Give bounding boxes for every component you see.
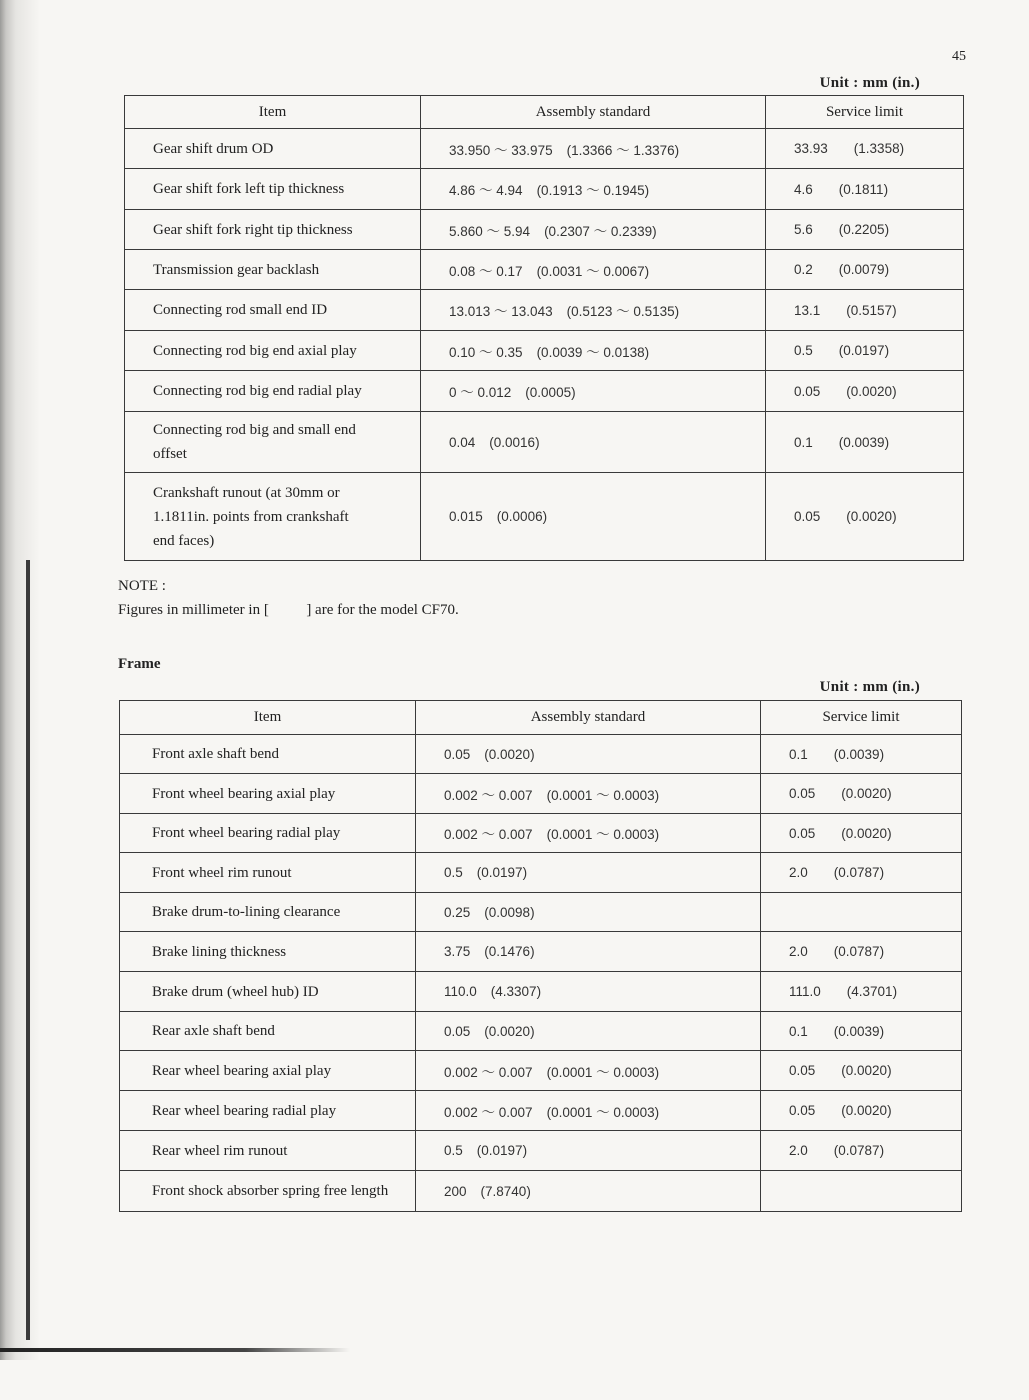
limit-in: (0.0020) — [846, 383, 897, 399]
item-cell — [125, 331, 421, 371]
assembly-standard-cell — [421, 210, 766, 250]
service-limit-cell — [761, 853, 962, 893]
standard-mm: 33.950 ～ 33.975 — [449, 142, 553, 158]
standard-mm: 3.75 — [444, 944, 471, 959]
limit-in: (0.0197) — [838, 343, 890, 358]
standard-mm: 0.002 ～ 0.007 — [444, 1104, 533, 1120]
header-item: Item — [120, 701, 416, 735]
limit-mm: 4.6 — [794, 181, 813, 197]
item-cell — [120, 1051, 416, 1091]
limit-mm: 0.2 — [794, 262, 813, 277]
table-row — [120, 774, 962, 814]
item-label: Rear wheel bearing axial play — [152, 1062, 332, 1079]
service-limit-cell — [761, 774, 962, 814]
assembly-standard-cell — [421, 290, 766, 331]
standard-mm: 200 — [444, 1183, 467, 1199]
limit-in: (0.2205) — [838, 222, 890, 237]
table-row — [120, 1051, 962, 1091]
item-label: Gear shift fork left tip thickness — [153, 181, 345, 197]
item-line: Connecting rod big and small end — [153, 422, 356, 438]
table-row — [125, 473, 964, 561]
header-item: Item — [125, 96, 421, 129]
standard-in: (4.3307) — [490, 984, 542, 999]
standard-mm: 0.002 ～ 0.007 — [444, 1064, 533, 1080]
standard-in: (7.8740) — [480, 1183, 531, 1199]
limit-in: (0.0079) — [838, 262, 890, 277]
table-row — [125, 290, 964, 331]
limit-in: (4.3701) — [846, 984, 898, 999]
assembly-standard-cell — [421, 331, 766, 371]
standard-in: (0.0016) — [489, 434, 540, 450]
item-cell — [125, 129, 421, 169]
header-assembly-standard: Assembly standard — [416, 701, 761, 735]
item-cell — [120, 1131, 416, 1171]
service-limit-cell — [766, 412, 964, 473]
item-cell — [125, 371, 421, 412]
assembly-standard-cell — [416, 1091, 761, 1131]
limit-in: (0.0039) — [833, 1023, 885, 1039]
table-row — [125, 250, 964, 290]
item-cell — [120, 893, 416, 932]
table-row — [120, 1012, 962, 1051]
item-cell — [125, 210, 421, 250]
standard-in: (0.1476) — [484, 944, 535, 959]
standard-in: (0.0039 ～ 0.0138) — [536, 344, 650, 360]
assembly-standard-cell — [416, 853, 761, 893]
service-limit-cell — [761, 1091, 962, 1131]
standard-in: (0.1913 ～ 0.1945) — [536, 183, 650, 198]
assembly-standard-cell — [416, 932, 761, 972]
item-cell — [120, 735, 416, 774]
assembly-standard-cell — [416, 774, 761, 814]
frame-unit-label: Unit : mm (in.) — [819, 679, 920, 695]
limit-mm: 2.0 — [789, 944, 808, 959]
standard-mm: 0.05 — [444, 1023, 471, 1039]
item-label: Rear wheel rim runout — [152, 1142, 288, 1159]
table-header-row — [120, 701, 962, 735]
assembly-standard-cell — [421, 169, 766, 210]
assembly-standard-cell — [421, 129, 766, 169]
standard-in: (0.0197) — [476, 1143, 528, 1158]
service-limit-cell — [761, 893, 962, 932]
standard-mm: 5.860 ～ 5.94 — [449, 223, 531, 239]
assembly-standard-cell — [421, 412, 766, 473]
page-number: 45 — [952, 49, 966, 64]
standard-mm: 0.5 — [444, 865, 463, 880]
engine-table-body — [125, 129, 964, 561]
limit-mm: 0.5 — [794, 343, 813, 358]
engine-spec-table — [124, 95, 964, 561]
service-limit-cell — [761, 1012, 962, 1051]
item-cell — [120, 853, 416, 893]
item-line: 1.1811in. points from crankshaft — [153, 508, 349, 525]
standard-mm: 0.002 ～ 0.007 — [444, 787, 533, 803]
service-limit-cell — [761, 735, 962, 774]
assembly-standard-cell — [421, 371, 766, 412]
service-limit-cell — [761, 1051, 962, 1091]
scan-binding-line — [26, 560, 30, 1340]
limit-mm: 0.05 — [789, 1103, 816, 1118]
assembly-standard-cell — [416, 814, 761, 853]
item-label: Brake lining thickness — [152, 943, 287, 960]
item-cell — [120, 932, 416, 972]
limit-in: (0.0039) — [833, 746, 885, 762]
item-cell — [120, 1171, 416, 1212]
standard-in: (0.0001 ～ 0.0003) — [546, 827, 660, 842]
standard-in: (0.0005) — [525, 385, 576, 400]
standard-in: (0.0098) — [484, 904, 535, 920]
standard-mm: 13.013 ～ 13.043 — [449, 304, 553, 319]
table-row — [125, 169, 964, 210]
table-row — [120, 1091, 962, 1131]
table-row — [125, 331, 964, 371]
table-row — [120, 932, 962, 972]
assembly-standard-cell — [416, 1131, 761, 1171]
standard-in: (0.2307 ～ 0.2339) — [544, 223, 657, 239]
note-text: Figures in millimeter in [ ] are for the model CF70. — [118, 602, 459, 618]
limit-in: (0.0039) — [838, 434, 890, 450]
limit-in: (0.5157) — [846, 302, 897, 318]
item-line: offset — [153, 446, 187, 462]
service-limit-cell — [766, 129, 964, 169]
item-cell — [120, 1091, 416, 1131]
item-cell — [125, 290, 421, 331]
note-label: NOTE : — [118, 578, 166, 594]
limit-in: (0.1811) — [838, 181, 889, 197]
scan-shadow-edge — [0, 0, 40, 1360]
item-label: Front wheel bearing radial play — [152, 825, 341, 841]
item-label: Transmission gear backlash — [153, 261, 320, 278]
limit-mm: 5.6 — [794, 222, 813, 237]
limit-mm: 111.0 — [789, 984, 821, 999]
header-service-limit: Service limit — [766, 96, 964, 129]
service-limit-cell — [761, 932, 962, 972]
standard-mm: 4.86 ～ 4.94 — [449, 183, 523, 198]
assembly-standard-cell — [421, 250, 766, 290]
assembly-standard-cell — [416, 1171, 761, 1212]
item-label: Brake drum (wheel hub) ID — [152, 983, 319, 1000]
limit-mm: 0.1 — [789, 746, 808, 762]
frame-spec-table — [119, 700, 962, 1212]
limit-in: (0.0020) — [841, 1103, 892, 1118]
standard-mm: 0.002 ～ 0.007 — [444, 827, 533, 842]
service-limit-cell — [766, 473, 964, 561]
standard-in: (0.0001 ～ 0.0003) — [546, 787, 660, 803]
standard-in: (0.0020) — [484, 1023, 535, 1039]
table-header-row — [125, 96, 964, 129]
assembly-standard-cell — [416, 1012, 761, 1051]
assembly-standard-cell — [416, 1051, 761, 1091]
item-label: Connecting rod big end radial play — [153, 383, 362, 399]
standard-mm: 0.015 — [449, 509, 483, 524]
frame-table-body — [120, 735, 962, 1212]
item-cell — [120, 814, 416, 853]
item-cell — [125, 473, 421, 561]
standard-in: (1.3366 ～ 1.3376) — [566, 142, 680, 158]
engine-unit-label: Unit : mm (in.) — [819, 75, 920, 91]
service-limit-cell — [761, 814, 962, 853]
assembly-standard-cell — [416, 735, 761, 774]
service-limit-cell — [766, 331, 964, 371]
limit-mm: 13.1 — [794, 302, 821, 318]
limit-in: (0.0020) — [841, 1063, 892, 1078]
limit-mm: 0.05 — [789, 786, 816, 801]
item-label: Front axle shaft bend — [152, 746, 280, 762]
limit-mm: 33.93 — [794, 141, 828, 156]
item-label: Gear shift fork right tip thickness — [153, 221, 353, 238]
service-limit-cell — [766, 250, 964, 290]
standard-in: (0.0197) — [476, 865, 528, 880]
standard-in: (0.0006) — [496, 509, 548, 524]
item-cell — [120, 1012, 416, 1051]
table-row — [120, 1171, 962, 1212]
section-title-frame: Frame — [118, 656, 161, 672]
table-row — [120, 972, 962, 1012]
standard-in: (0.0031 ～ 0.0067) — [536, 263, 650, 279]
limit-mm: 2.0 — [789, 865, 808, 880]
limit-in: (0.0020) — [846, 509, 897, 524]
standard-mm: 0 ～ 0.012 — [449, 385, 512, 400]
item-label: Connecting rod small end ID — [153, 302, 328, 318]
header-assembly-standard: Assembly standard — [421, 96, 766, 129]
limit-mm: 0.05 — [789, 825, 816, 841]
item-label: Front wheel rim runout — [152, 864, 292, 881]
assembly-standard-cell — [416, 972, 761, 1012]
item-label: Front shock absorber spring free length — [152, 1183, 389, 1199]
table-row — [120, 853, 962, 893]
standard-in: (0.0001 ～ 0.0003) — [546, 1064, 660, 1080]
item-line: end faces) — [153, 532, 215, 549]
service-limit-cell — [761, 1171, 962, 1212]
standard-mm: 0.5 — [444, 1143, 463, 1158]
item-label: Rear axle shaft bend — [152, 1023, 275, 1039]
limit-mm: 0.05 — [789, 1063, 816, 1078]
standard-mm: 0.10 ～ 0.35 — [449, 344, 523, 360]
service-limit-cell — [766, 371, 964, 412]
service-limit-cell — [766, 290, 964, 331]
table-row — [125, 371, 964, 412]
standard-in: (0.0001 ～ 0.0003) — [546, 1104, 660, 1120]
table-row — [125, 412, 964, 473]
standard-mm: 0.25 — [444, 904, 471, 920]
scan-bottom-edge — [0, 1348, 350, 1352]
table-row — [125, 129, 964, 169]
item-cell — [125, 169, 421, 210]
item-cell — [120, 774, 416, 814]
item-cell — [125, 250, 421, 290]
item-label: Front wheel bearing axial play — [152, 785, 336, 802]
table-row — [120, 893, 962, 932]
service-limit-cell — [766, 210, 964, 250]
limit-in: (0.0020) — [841, 825, 892, 841]
item-label: Rear wheel bearing radial play — [152, 1102, 337, 1119]
standard-in: (0.0020) — [484, 746, 535, 762]
table-row — [125, 210, 964, 250]
service-limit-cell — [761, 1131, 962, 1171]
limit-in: (0.0787) — [833, 865, 885, 880]
standard-in: (0.5123 ～ 0.5135) — [566, 304, 680, 319]
assembly-standard-cell — [416, 893, 761, 932]
limit-mm: 2.0 — [789, 1143, 808, 1158]
header-service-limit: Service limit — [761, 701, 962, 735]
standard-mm: 0.04 — [449, 434, 476, 450]
limit-in: (0.0787) — [833, 1143, 885, 1158]
service-limit-cell — [766, 169, 964, 210]
item-label: Brake drum-to-lining clearance — [152, 904, 341, 920]
standard-mm: 0.05 — [444, 746, 471, 762]
limit-mm: 0.1 — [794, 434, 813, 450]
service-limit-cell — [761, 972, 962, 1012]
item-label: Connecting rod big end axial play — [153, 342, 357, 359]
table-row — [120, 1131, 962, 1171]
item-line: Crankshaft runout (at 30mm or — [153, 484, 340, 501]
table-row — [120, 735, 962, 774]
item-cell — [120, 972, 416, 1012]
standard-mm: 0.08 ～ 0.17 — [449, 263, 523, 279]
item-label: Gear shift drum OD — [153, 140, 274, 157]
limit-in: (1.3358) — [853, 141, 905, 156]
item-cell — [125, 412, 421, 473]
limit-in: (0.0020) — [841, 786, 892, 801]
assembly-standard-cell — [421, 473, 766, 561]
limit-mm: 0.05 — [794, 509, 821, 524]
standard-mm: 110.0 — [444, 984, 477, 999]
table-row — [120, 814, 962, 853]
limit-mm: 0.1 — [789, 1023, 808, 1039]
limit-mm: 0.05 — [794, 383, 821, 399]
limit-in: (0.0787) — [833, 944, 885, 959]
